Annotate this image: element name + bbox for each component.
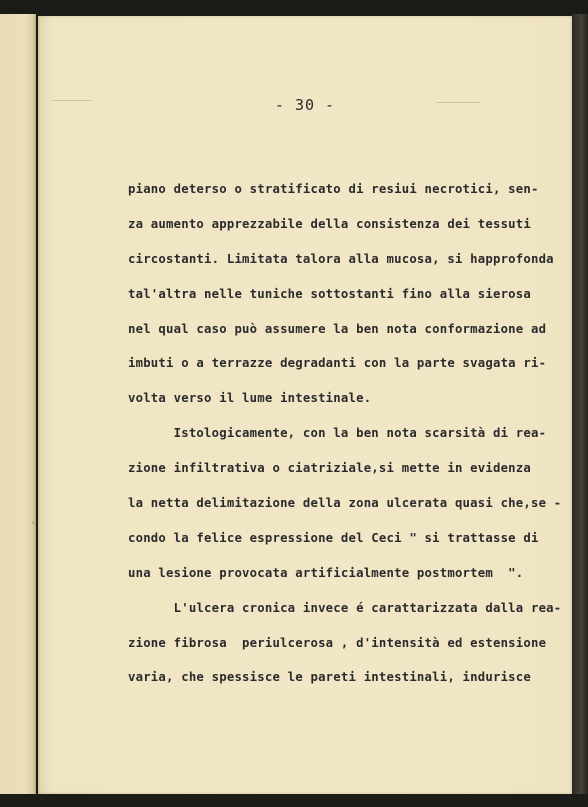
typewritten-page	[38, 16, 572, 794]
text-line: una lesione provocata artificialmente postmortem ".	[128, 565, 524, 580]
text-line: imbuti o a terrazze degradanti con la parte svagata ri-	[128, 356, 547, 371]
paper-speck	[32, 521, 35, 524]
text-line: condo la felice espressione del Ceci " si trattasse di	[128, 530, 539, 545]
scanner-bottom-edge	[0, 794, 588, 807]
adjacent-page-edge	[0, 14, 36, 796]
text-line: zione infiltrativa o ciatriziale,si mette in evidenza	[128, 461, 531, 476]
text-line: za aumento apprezzabile della consistenza dei tessuti	[128, 216, 531, 231]
text-line: piano deterso o stratificato di resiui necrotici, sen-	[128, 182, 539, 196]
text-line: zione fibrosa periulcerosa , d'intensità ed estensione	[128, 635, 547, 650]
page-number: - 30 -	[274, 96, 336, 114]
body-text	[128, 176, 562, 699]
text-line: nel qual caso può assumere la ben nota conformazione ad	[128, 321, 547, 336]
text-line: tal'altra nelle tuniche sottostanti fino alla sierosa	[128, 286, 531, 301]
text-line: varia, che spessisce le pareti intestinali, indurisce	[128, 670, 531, 685]
text-line: L'ulcera cronica invece é carattarizzata dalla rea-	[128, 600, 562, 615]
text-line: volta verso il lume intestinale.	[128, 391, 372, 406]
scanner-edge	[572, 14, 588, 796]
text-line: Istologicamente, con la ben nota scarsità di rea-	[128, 426, 547, 441]
text-line: la netta delimitazione della zona ulcerata quasi che,se -	[128, 496, 562, 511]
text-line: circostanti. Limitata talora alla mucosa, si happrofonda	[128, 251, 554, 266]
